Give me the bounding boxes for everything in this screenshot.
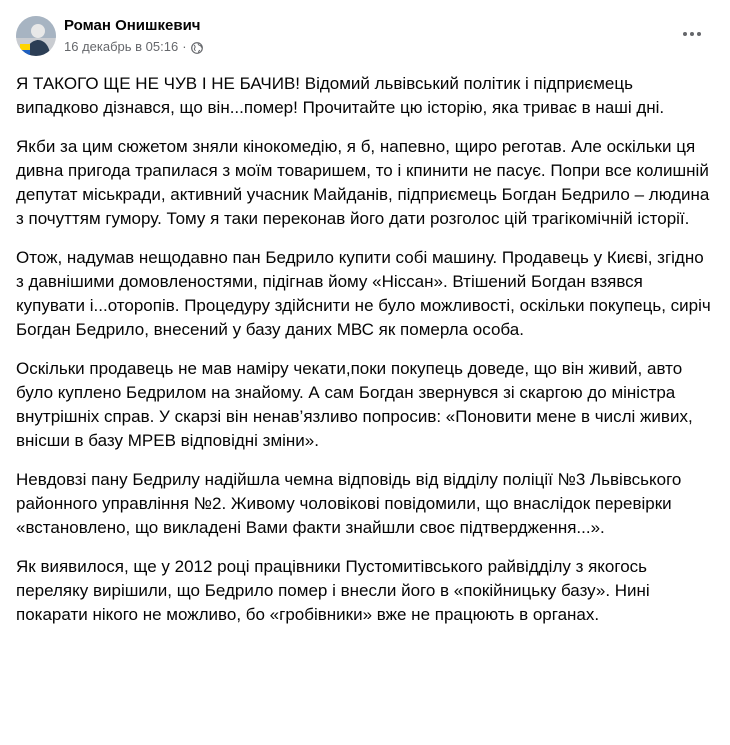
post-text — [16, 72, 716, 642]
more-options-icon[interactable] — [674, 16, 710, 52]
more-dot — [683, 32, 687, 36]
separator-dot: · — [182, 39, 187, 54]
post-subline — [64, 38, 203, 56]
post-header — [16, 12, 718, 60]
post-paragraph: Отож, надумав нещодавно пан Бедрило купити собі машину. Продавець у Києві, згідно з давнішими домовленостями, підігнав йому «Ніссан». Втішений Богдан взявся купувати і...оторопів. Процедуру здійснити не було можливості, оскільки покупець, сиріч Богдан Бедрило, внесений у базу даних МВС як померла особа. — [16, 248, 711, 339]
globe-icon[interactable] — [191, 41, 203, 53]
more-dot — [697, 32, 701, 36]
author-name[interactable]: Роман Онишкевич — [64, 17, 201, 34]
post-timestamp[interactable]: 16 декабрь в 05:16 — [64, 39, 179, 54]
post-paragraph: Якби за цим сюжетом зняли кінокомедію, я б, напевно, щиро реготав. Але оскільки ця дивна пригода трапилася з моїм товаришем, то і кпинити не пасує. Попри все колишній депутат міськради, активний учасник Майданів, підприємець Богдан Бедрило – людина з почуттям гумору. Тому я таки переконав його дати розголос цій трагікомічній історії. — [16, 137, 710, 228]
author-avatar[interactable] — [16, 16, 56, 56]
post-paragraph: Невдовзі пану Бедрилу надійшла чемна відповідь від відділу поліції №3 Львівського районного управління №2. Живому чоловікові повідомили, що внаслідок перевірки «встановлено, що викладені Вами факти знайшли своє підтвердження...». — [16, 470, 682, 537]
avatar-photo — [16, 16, 56, 56]
post-paragraph: Як виявилося, ще у 2012 році працівники Пустомитівського райвідділу з якогось переляку вирішили, що Бедрило помер і внесли його в «покійницьку базу». Нині покарати нікого не можливо, бо «гробівники» вже не працюють в органах. — [16, 557, 650, 624]
more-dot — [690, 32, 694, 36]
post-paragraph: Я ТАКОГО ЩЕ НЕ ЧУВ І НЕ БАЧИВ! Відомий львівський політик і підприємець випадково дізнався, що він...помер! Прочитайте цю історію, яка триває в наші дні. — [16, 74, 665, 117]
post-meta — [64, 16, 203, 56]
post-paragraph: Оскільки продавець не мав наміру чекати,поки покупець доведе, що він живий, авто було куплено Бедрилом на знайому. А сам Богдан звернувся зі скаргою до міністра внутрішніх справ. У скарзі він ненав’язливо попросив: «Поновити мене в числі живих, внісши в базу МРЕВ відповідні зміни». — [16, 359, 693, 450]
